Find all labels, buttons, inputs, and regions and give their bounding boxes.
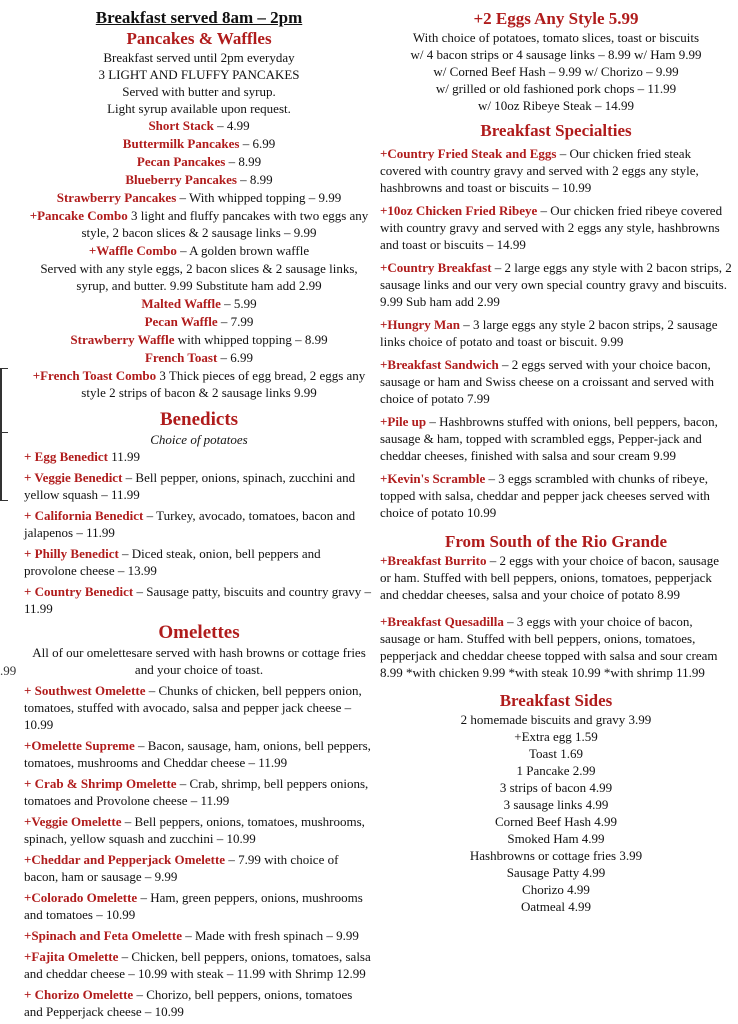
menu-item bbox=[24, 986, 374, 1020]
menu-item bbox=[24, 682, 374, 733]
item-name: +Pancake Combo bbox=[29, 208, 128, 223]
menu-item bbox=[24, 349, 374, 366]
item-name: +Spinach and Feta Omelette bbox=[24, 928, 182, 943]
item-name: +Waffle Combo bbox=[88, 243, 177, 258]
item-name: + Philly Benedict bbox=[24, 546, 119, 561]
side-item: Chorizo 4.99 bbox=[522, 882, 590, 897]
item-name: +10oz Chicken Fried Ribeye bbox=[380, 203, 538, 218]
item-desc: – 3 large eggs any style 2 bacon strips, 2 sausage links choice of potato and toast or biscuit. 9.99 bbox=[380, 317, 718, 349]
menu-item bbox=[24, 171, 374, 188]
item-name: +Breakfast Quesadilla bbox=[380, 614, 504, 629]
sides-title: Breakfast Sides bbox=[499, 691, 613, 710]
item-name: +Country Breakfast bbox=[380, 260, 492, 275]
menu-item bbox=[380, 356, 732, 407]
item-desc: – With whipped topping – 9.99 bbox=[176, 190, 342, 205]
item-name: +Omelette Supreme bbox=[24, 738, 135, 753]
menu-item bbox=[24, 813, 374, 847]
item-desc: – Bell peppers, onions, tomatoes, mushrooms, spinach, yellow squash and zucchini – 10.99 bbox=[24, 814, 365, 846]
intro-line: Breakfast served until 2pm everyday bbox=[103, 50, 295, 65]
menu-item bbox=[380, 316, 732, 350]
menu-item bbox=[380, 202, 732, 253]
menu-item bbox=[24, 313, 374, 330]
margin-bracket-mid bbox=[0, 432, 8, 433]
side-item: Hashbrowns or cottage fries 3.99 bbox=[469, 848, 643, 863]
menu-item bbox=[24, 583, 374, 617]
item-desc: – 2 eggs served with your choice bacon, sausage or ham and Swiss cheese on a croissant and served with choice of potato 7.99 bbox=[380, 357, 714, 406]
item-desc: – Made with fresh spinach – 9.99 bbox=[181, 928, 359, 943]
rio-grande-title: From South of the Rio Grande bbox=[444, 532, 668, 551]
item-desc: – Bell pepper, onions, spinach, zucchini and yellow squash – 11.99 bbox=[24, 470, 356, 502]
side-item: Corned Beef Hash 4.99 bbox=[494, 814, 618, 829]
rio-list bbox=[380, 552, 732, 681]
item-desc: – 7.99 with choice of bacon, ham or sausage – 9.99 bbox=[24, 852, 339, 884]
menu-item bbox=[24, 927, 374, 944]
menu-item bbox=[380, 259, 732, 310]
item-name: + California Benedict bbox=[24, 508, 144, 523]
pancake-combo bbox=[24, 207, 374, 241]
side-item: Toast 1.69 bbox=[529, 746, 583, 761]
item-name: +Colorado Omelette bbox=[24, 890, 138, 905]
item-desc: 3 light and fluffy pancakes with two eggs any style, 2 bacon slices & 2 sausage links – 9.99 bbox=[81, 208, 369, 240]
item-name: + Veggie Benedict bbox=[24, 470, 123, 485]
menu-item bbox=[24, 295, 374, 312]
pancakes-intro bbox=[24, 49, 374, 117]
item-name: Buttermilk Pancakes bbox=[122, 136, 240, 151]
menu-item bbox=[24, 153, 374, 170]
two-eggs-title: +2 Eggs Any Style 5.99 bbox=[473, 9, 639, 28]
menu-item bbox=[24, 545, 374, 579]
margin-fragment: .99 bbox=[0, 663, 17, 678]
pancakes-title: Pancakes & Waffles bbox=[126, 29, 272, 48]
item-desc: – Chorizo, bell peppers, onions, tomatoes and Pepperjack cheese – 10.99 bbox=[24, 987, 353, 1019]
menu-item bbox=[24, 889, 374, 923]
option-line: w/ grilled or old fashioned pork chops – 11.99 bbox=[435, 81, 677, 96]
omelettes-title: Omelettes bbox=[158, 622, 240, 643]
item-desc: – Our chicken fried steak covered with country gravy and served with 2 eggs any style, hashbrowns and toast or biscuits – 10.99 bbox=[380, 146, 699, 195]
item-desc: with whipped topping – 8.99 bbox=[174, 332, 328, 347]
item-desc: – 4.99 bbox=[213, 118, 250, 133]
menu-item bbox=[380, 470, 732, 521]
item-desc: – Chunks of chicken, bell peppers onion, tomatoes, stuffed with avocado, salsa and pepper jack cheese – 10.99 bbox=[24, 683, 362, 732]
item-desc: – Bacon, sausage, ham, onions, bell peppers, tomatoes, mushrooms and Cheddar cheese – 11.99 bbox=[24, 738, 371, 770]
item-desc: – 2 eggs with your choice of bacon, sausage or ham. Stuffed with bell peppers, onions, tomatoes, pepperjack and cheddar cheeses, salsa and your choice of potato 8.99 bbox=[380, 553, 719, 602]
menu-item bbox=[380, 413, 732, 464]
item-name: Pecan Waffle bbox=[144, 314, 218, 329]
side-item: 2 homemade biscuits and gravy 3.99 bbox=[460, 712, 652, 727]
menu-item bbox=[24, 948, 374, 982]
two-eggs-options bbox=[380, 29, 732, 114]
item-name: +Pile up bbox=[380, 414, 427, 429]
item-desc: – Crab, shrimp, bell peppers onions, tomatoes and Provolone cheese – 11.99 bbox=[24, 776, 369, 808]
item-name: +Country Fried Steak and Eggs bbox=[380, 146, 557, 161]
item-name: +Breakfast Burrito bbox=[380, 553, 487, 568]
menu-item bbox=[24, 507, 374, 541]
specialties-title: Breakfast Specialties bbox=[480, 121, 632, 140]
hours-header: Breakfast served 8am – 2pm bbox=[95, 8, 303, 27]
item-desc: – 3 eggs scrambled with chunks of ribeye, topped with salsa, cheddar and pepper jack cheeses served with choice of potato 10.99 bbox=[380, 471, 710, 520]
item-name: +Cheddar and Pepperjack Omelette bbox=[24, 852, 226, 867]
item-name: Pecan Pancakes bbox=[136, 154, 226, 169]
sides-list bbox=[380, 711, 732, 915]
benedicts-subtitle: Choice of potatoes bbox=[150, 432, 248, 447]
french-toast-combo bbox=[24, 367, 374, 401]
specialties-list bbox=[380, 145, 732, 521]
item-desc: – 8.99 bbox=[236, 172, 273, 187]
item-name: +French Toast Combo bbox=[32, 368, 157, 383]
omelette-list bbox=[24, 682, 374, 1020]
item-desc: – 6.99 bbox=[217, 350, 254, 365]
right-column bbox=[380, 8, 732, 915]
item-desc: – A golden brown waffle bbox=[176, 243, 310, 258]
side-item: 3 strips of bacon 4.99 bbox=[499, 780, 613, 795]
item-desc: – 3 eggs with your choice of bacon, sausage or ham. Stuffed with bell peppers, onions, tomatoes, pepperjack and cheddar cheese topped with salsa and sour cream 8.99 *with chicken 9.99 *with steak 10.99 *with shrimp 11.99 bbox=[380, 614, 718, 680]
item-desc: – Turkey, avocado, tomatoes, bacon and jalapenos – 11.99 bbox=[24, 508, 356, 540]
menu-item bbox=[24, 117, 374, 134]
pancake-list bbox=[24, 117, 374, 401]
item-name: Strawberry Pancakes bbox=[56, 190, 177, 205]
item-name: +Breakfast Sandwich bbox=[380, 357, 499, 372]
item-name: +Veggie Omelette bbox=[24, 814, 122, 829]
item-desc: 11.99 bbox=[107, 449, 140, 464]
item-name: +Hungry Man bbox=[380, 317, 460, 332]
menu-item bbox=[24, 135, 374, 152]
item-name: +Fajita Omelette bbox=[24, 949, 119, 964]
menu-item bbox=[24, 851, 374, 885]
margin-bracket-line bbox=[0, 368, 2, 500]
item-desc: – Hashbrowns stuffed with onions, bell peppers, bacon, sausage & ham, topped with scrambled eggs, Pepper-jack and cheddar cheeses, finished with salsa and sour cream 9.99 bbox=[380, 414, 718, 463]
menu-item bbox=[24, 189, 374, 206]
benedict-list bbox=[24, 448, 374, 617]
menu-item bbox=[24, 775, 374, 809]
item-desc: – Ham, green peppers, onions, mushrooms and tomatoes – 10.99 bbox=[24, 890, 363, 922]
item-name: Short Stack bbox=[148, 118, 214, 133]
item-desc: – Sausage patty, biscuits and country gravy – 11.99 bbox=[24, 584, 372, 616]
item-name: Strawberry Waffle bbox=[70, 332, 175, 347]
item-name: + Chorizo Omelette bbox=[24, 987, 134, 1002]
margin-bracket-bottom bbox=[0, 500, 8, 501]
item-desc: – Diced steak, onion, bell peppers and provolone cheese – 13.99 bbox=[24, 546, 321, 578]
side-item: Oatmeal 4.99 bbox=[520, 899, 592, 914]
item-desc: – Chicken, bell peppers, onions, tomatoes, salsa and cheddar cheese – 10.99 with steak – 11.99 with Shrimp 12.99 bbox=[24, 949, 371, 981]
waffle-combo bbox=[24, 242, 374, 259]
item-name: Malted Waffle bbox=[141, 296, 221, 311]
intro-line: Light syrup available upon request. bbox=[107, 101, 291, 116]
intro-line: Served with butter and syrup. bbox=[122, 84, 276, 99]
side-item: 3 sausage links 4.99 bbox=[503, 797, 609, 812]
option-line: w/ Corned Beef Hash – 9.99 w/ Chorizo – 9.99 bbox=[433, 64, 679, 79]
menu-item bbox=[380, 552, 732, 603]
option-line: w/ 4 bacon strips or 4 sausage links – 8.99 w/ Ham 9.99 bbox=[410, 47, 702, 62]
side-item: +Extra egg 1.59 bbox=[514, 729, 598, 744]
menu-item bbox=[24, 737, 374, 771]
item-desc: – 8.99 bbox=[225, 154, 262, 169]
option-line: w/ 10oz Ribeye Steak – 14.99 bbox=[478, 98, 634, 113]
side-item: Sausage Patty 4.99 bbox=[506, 865, 606, 880]
item-name: French Toast bbox=[144, 350, 218, 365]
omelettes-intro: All of our omelettesare served with hash browns or cottage fries and your choice of toast. bbox=[32, 645, 366, 677]
menu-item bbox=[24, 448, 374, 465]
waffle-combo-desc: Served with any style eggs, 2 bacon slices & 2 sausage links, syrup, and butter. 9.99 Substitute ham add 2.99 bbox=[40, 261, 358, 293]
margin-bracket-top bbox=[0, 368, 8, 369]
item-name: + Country Benedict bbox=[24, 584, 134, 599]
menu-item bbox=[380, 613, 732, 681]
menu-item bbox=[24, 331, 374, 348]
benedicts-title: Benedicts bbox=[159, 409, 239, 430]
option-line: With choice of potatoes, tomato slices, toast or biscuits bbox=[412, 30, 700, 45]
menu-item bbox=[24, 469, 374, 503]
menu-item bbox=[380, 145, 732, 196]
item-desc: – 7.99 bbox=[217, 314, 254, 329]
item-desc: – 6.99 bbox=[239, 136, 276, 151]
side-item: 1 Pancake 2.99 bbox=[516, 763, 596, 778]
item-desc: – Our chicken fried ribeye covered with country gravy and served with 2 eggs any style, hashbrowns and toast or biscuits – 14.99 bbox=[380, 203, 723, 252]
item-desc: – 5.99 bbox=[220, 296, 257, 311]
item-name: + Crab & Shrimp Omelette bbox=[24, 776, 177, 791]
intro-line: 3 LIGHT AND FLUFFY PANCAKES bbox=[98, 67, 300, 82]
item-name: +Kevin's Scramble bbox=[380, 471, 486, 486]
item-desc: – 2 large eggs any style with 2 bacon strips, 2 sausage links and our very own special country gravy and biscuits. 9.99 Sub ham add 2.99 bbox=[380, 260, 732, 309]
item-name: + Southwest Omelette bbox=[24, 683, 146, 698]
side-item: Smoked Ham 4.99 bbox=[507, 831, 605, 846]
item-name: + Egg Benedict bbox=[24, 449, 108, 464]
item-desc: 3 Thick pieces of egg bread, 2 eggs any style 2 strips of bacon & 2 sausage links 9.99 bbox=[81, 368, 366, 400]
left-column bbox=[24, 8, 374, 1024]
item-name: Blueberry Pancakes bbox=[125, 172, 237, 187]
